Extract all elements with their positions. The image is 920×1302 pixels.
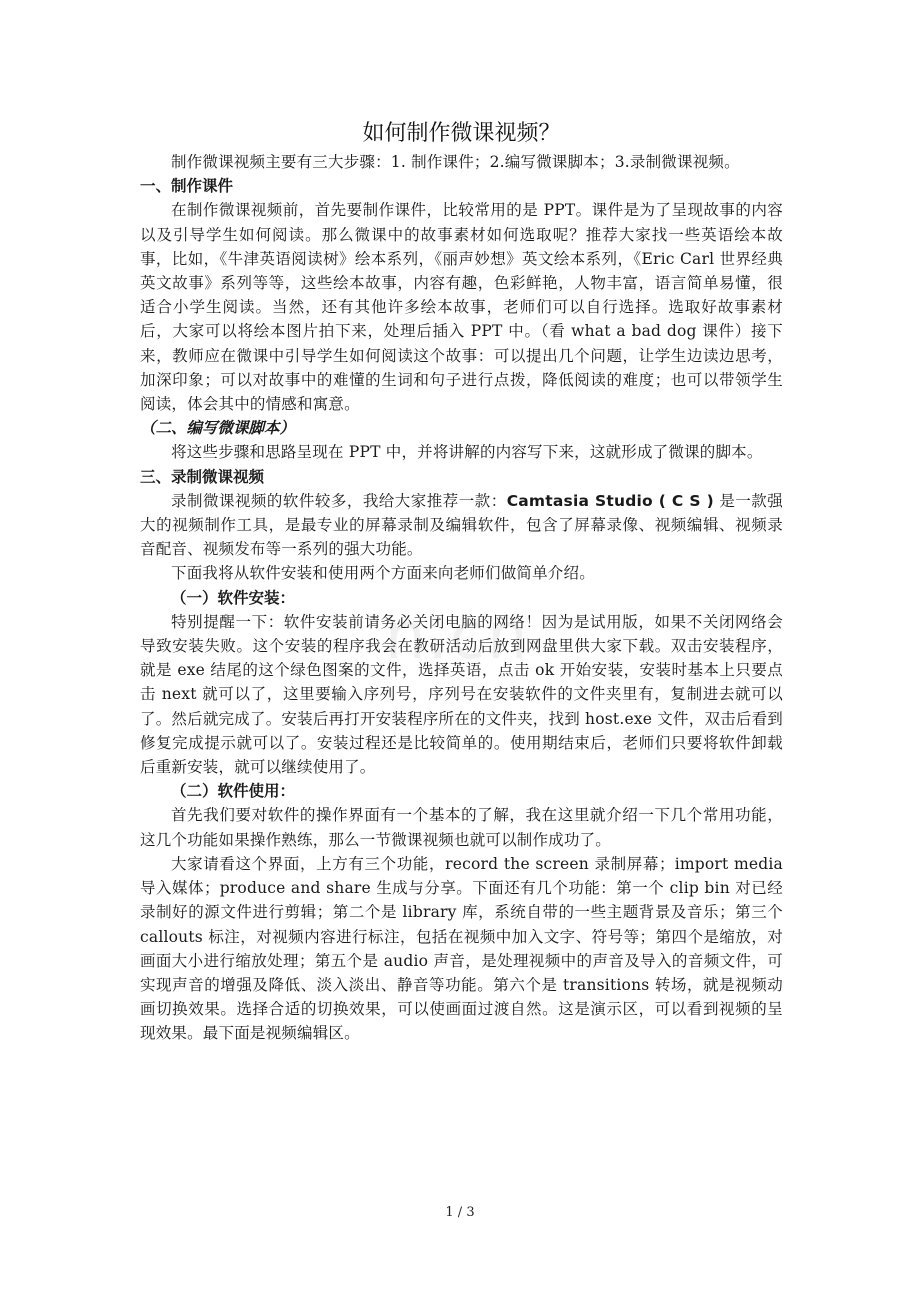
document-title: 如何制作微课视频？ (362, 121, 561, 146)
section-3-heading: 三、录制微课视频 (140, 467, 265, 486)
text-run: 录制微课视频的软件较多，我给大家推荐一款： (171, 491, 507, 510)
watermark: n.cn (385, 600, 530, 674)
subsection-install-heading: （一）软件安装： (171, 588, 296, 607)
intro-paragraph: 制作微课视频主要有三大步骤：1. 制作课件；2.编写微课脚本；3.录制微课视频。 (171, 153, 740, 171)
document-page (140, 0, 783, 1046)
section-3-paragraph-1 (140, 489, 783, 562)
usage-paragraph-2: 大家请看这个界面，上方有三个功能，record the screen 录制屏幕；import media 导入媒体；produce and share 生成与分享。下面还有几个功能：第一个 clip bin 对已经录制好的源文件进行剪辑；第二个是 library 库，系统自带的一些主题背景及音乐；第三个 callouts 标注，对视频内容进行标注，包括在视频中加入文字、符号等；第四个是缩放，对画面大小进行缩放处理；第五个是 audio 声音，是处理视频中的声音及导入的音频文件，可实现声音的增强及降低、淡入淡出、静音等功能。第六个是 transitions 转场，就是视频动画切换效果。选择合适的切换效果，可以使画面过渡自然。这是演示区，可以看到视频的呈现效果。最下面是视频编辑区。 (140, 854, 783, 1043)
usage-paragraph-1: 首先我们要对软件的操作界面有一个基本的了解，我在这里就介绍一下几个常用功能，这几个功能如果操作熟练，那么一节微课视频也就可以制作成功了。 (140, 806, 783, 849)
install-paragraph: 特别提醒一下：软件安装前请务必关闭电脑的网络！因为是试用版，如果不关闭网络会导致安装失败。这个安装的程序我会在教研活动后放到网盘里供大家下载。双击安装程序，就是 exe 结尾的这个绿色图案的文件，选择英语，点击 ok 开始安装，安装时基本上只要点击 next 就可以了，这里要输入序列号，序列号在安装软件的文件夹里有，复制进去就可以了。然后就完成了。安装后再打开安装程序所在的文件夹，找到 host.exe 文件，双击后看到修复完成提示就可以了。安装过程还是比较简单的。使用期结束后，老师们只要将软件卸载后重新安装，就可以继续使用了。 (140, 612, 783, 777)
software-name: Camtasia Studio ( C S ) (506, 491, 714, 510)
section-1-heading: 一、制作课件 (140, 177, 234, 196)
page-number: 1 / 3 (445, 1205, 475, 1220)
section-1-paragraph: 在制作微课视频前，首先要制作课件，比较常用的是 PPT。课件是为了呈现故事的内容以及引导学生如何阅读。那么微课中的故事素材如何选取呢？推荐大家找一些英语绘本故事，比如，《牛津英语阅读树》绘本系列，《丽声妙想》英文绘本系列，《Eric Carl 世界经典英文故事》系列等等，这些绘本故事，内容有趣，色彩鲜艳，人物丰富，语言简单易懂，很适合小学生阅读。当然，还有其他许多绘本故事，老师们可以自行选择。选取好故事素材后，大家可以将绘本图片拍下来，处理后插入 PPT 中。（看 what a bad dog 课件）接下来，教师应在微课中引导学生如何阅读这个故事：可以提出几个问题，让学生边读边思考，加深印象；可以对故事中的难懂的生词和句子进行点拨，降低阅读的难度；也可以带领学生阅读，体会其中的情感和寓意。 (140, 201, 783, 414)
section-3-paragraph-2: 下面我将从软件安装和使用两个方面来向老师们做简单介绍。 (171, 564, 595, 583)
section-2-heading: （二、编写微课脚本） (140, 419, 296, 438)
text-run: 是一款强大的视频制作工具，是最专业的屏幕录制及编辑软件，包含了屏幕录像、视频编辑、视频录音配音、视频发布等一系列的强大功能。 (140, 491, 783, 559)
subsection-usage-heading: （二）软件使用： (171, 782, 296, 801)
section-2-paragraph: 将这些步骤和思路呈现在 PPT 中，并将讲解的内容写下来，这就形成了微课的脚本。 (171, 443, 763, 462)
